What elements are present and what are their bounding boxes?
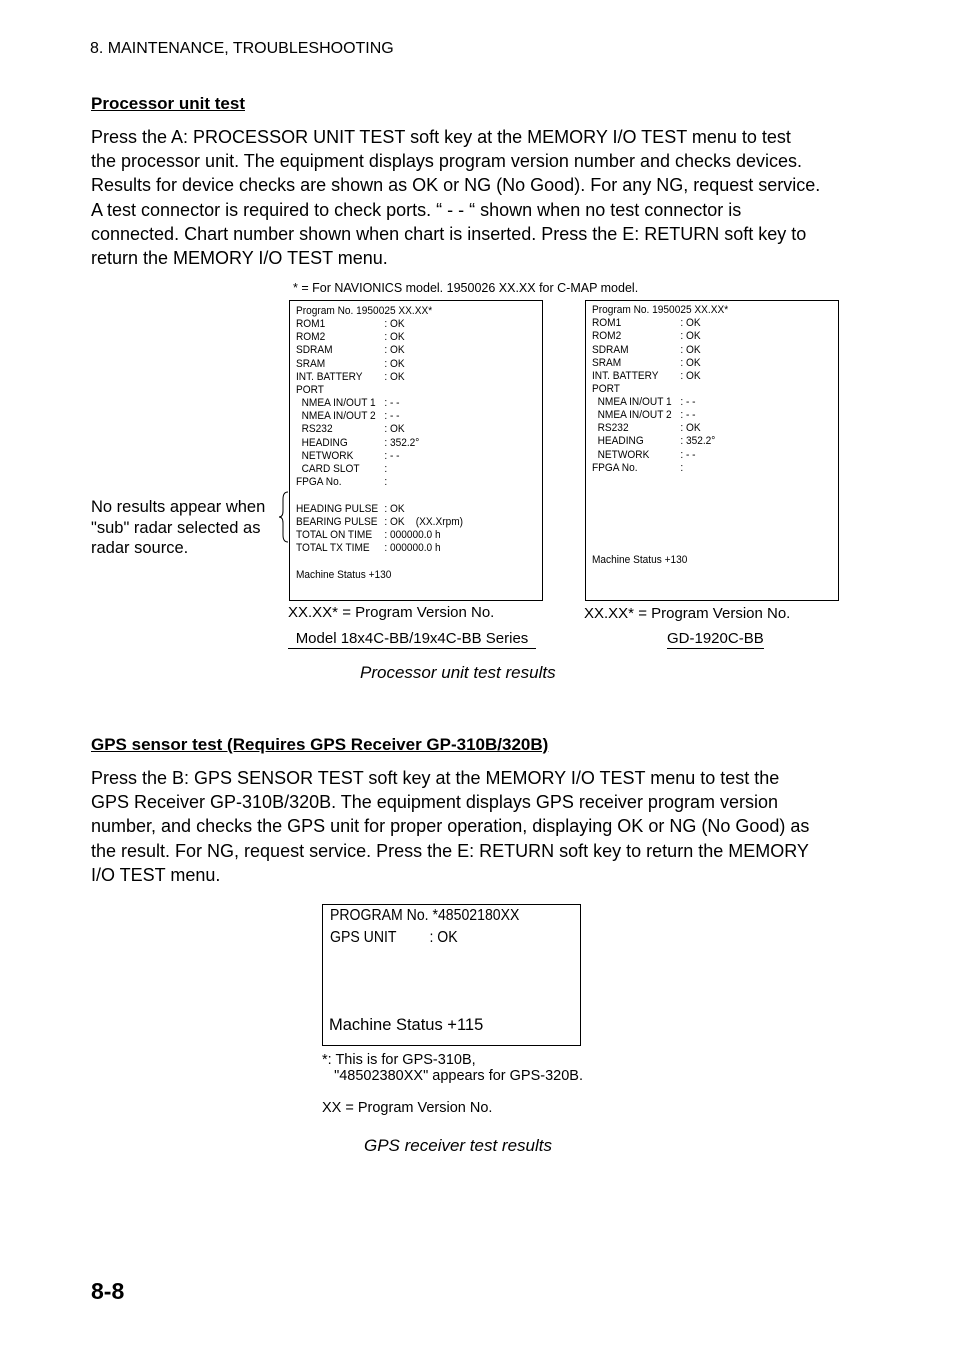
- screen-row-value: :: [680, 462, 684, 474]
- screen-row-value: : OK: [680, 357, 701, 369]
- screen-row-label: BEARING PULSE: [296, 516, 378, 528]
- screen-row: [296, 463, 387, 476]
- paragraph-line: A test connector is required to check ports. “ - - “ shown when no test connector is: [91, 199, 742, 220]
- screen-row: [296, 503, 405, 516]
- section-title-processor: Processor unit test: [91, 94, 245, 113]
- gps-machine-status: Machine Status +115: [329, 1016, 484, 1034]
- screen-row-label: TOTAL ON TIME: [296, 529, 373, 541]
- screen-row: [592, 304, 728, 317]
- screen-row-label: NETWORK: [592, 449, 650, 461]
- screen-row-label: INT. BATTERY: [592, 370, 659, 382]
- paragraph-line: Press the A: PROCESSOR UNIT TEST soft key at the MEMORY I/O TEST menu to test: [91, 127, 791, 147]
- screen-row-value: : OK: [680, 330, 701, 342]
- screen-row-label: HEADING: [296, 437, 348, 449]
- screen-row-value: : - -: [680, 449, 696, 461]
- paragraph-line: number, and checks the GPS unit for proper operation, displaying OK or NG (No Good) as: [91, 816, 810, 837]
- screen-row-label: TOTAL TX TIME: [296, 542, 370, 554]
- screen-row-label: INT. BATTERY: [296, 371, 363, 383]
- screen-row: [296, 318, 405, 331]
- screen-row-label: Program No. 1950025 XX.XX*: [592, 304, 729, 316]
- paragraph-line: the processor unit. The equipment displays program version number and checks devices.: [91, 151, 803, 172]
- screen-row-value: : OK: [680, 422, 701, 434]
- screen-row: [592, 396, 696, 409]
- processor-screen-right: [585, 300, 839, 601]
- left-version-caption: XX.XX* = Program Version No.: [288, 604, 495, 621]
- gps-model-note: *: This is for GPS-310B, "48502380XX" appears for GPS-320B.: [322, 1052, 583, 1084]
- screen-row-value: : OK: [384, 358, 405, 370]
- screen-row-label: HEADING PULSE: [296, 503, 379, 515]
- screen-row-label: SDRAM: [296, 344, 333, 356]
- screen-row-label: CARD SLOT: [296, 463, 360, 475]
- screen-row-value: : - -: [680, 396, 696, 408]
- screen-row-value: : 352.2°: [680, 435, 716, 447]
- screen-row-label: RS232: [592, 422, 629, 434]
- gps-program-number: PROGRAM No. *48502180XX: [330, 907, 520, 924]
- gps-version-note: XX = Program Version No.: [322, 1100, 493, 1116]
- screen-row-label: SRAM: [296, 358, 326, 370]
- screen-row-value: : 000000.0 h: [384, 542, 441, 554]
- screen-row: [592, 357, 701, 370]
- screen-row-label: PORT: [592, 383, 620, 395]
- paragraph-line: I/O TEST menu.: [91, 864, 221, 885]
- screen-row: [592, 409, 696, 422]
- paragraph-line: connected. Chart number shown when chart is inserted. Press the E: RETURN soft key to: [91, 223, 807, 244]
- screen-row: [296, 437, 419, 450]
- screen-row-label: FPGA No.: [296, 476, 342, 488]
- section-title-gps: GPS sensor test (Requires GPS Receiver GP-310B/320B): [91, 735, 549, 754]
- screen-row-label: NMEA IN/OUT 1: [296, 397, 376, 409]
- screen-row: [592, 370, 701, 383]
- figure-caption-gps: GPS receiver test results: [364, 1136, 553, 1155]
- screen-row-label: Program No. 1950025 XX.XX*: [296, 305, 433, 317]
- screen-row-value: : - -: [680, 409, 696, 421]
- right-model-label: GD-1920C-BB: [667, 630, 764, 647]
- screen-row: [296, 542, 441, 555]
- page-number: 8-8: [91, 1278, 125, 1304]
- screen-row: [296, 569, 391, 582]
- screen-row: [296, 423, 405, 436]
- screen-row: [592, 554, 687, 567]
- screen-row-value: : OK: [680, 317, 701, 329]
- processor-screen-left: [289, 300, 543, 601]
- right-version-caption: XX.XX* = Program Version No.: [584, 605, 791, 622]
- navionics-note: * = For NAVIONICS model. 1950026 XX.XX for C-MAP model.: [293, 281, 639, 295]
- gps-unit-value: : OK: [429, 929, 458, 946]
- gps-paragraph: [91, 766, 851, 887]
- gps-unit-row: [330, 929, 458, 947]
- brace-icon: [278, 491, 290, 543]
- note-line: No results appear when: [91, 498, 266, 516]
- paragraph-line: return the MEMORY I/O TEST menu.: [91, 248, 388, 269]
- screen-row-value: :: [384, 463, 388, 475]
- paragraph-line: Results for device checks are shown as OK or NG (No Good). For any NG, request service.: [91, 175, 821, 196]
- screen-row-value: : OK: [384, 503, 405, 515]
- screen-row-label: RS232: [296, 423, 333, 435]
- screen-row: [296, 476, 387, 489]
- screen-row-label: Machine Status +130: [296, 569, 392, 581]
- sub-radar-note: [91, 497, 265, 559]
- screen-row-value: : OK: [384, 371, 405, 383]
- screen-row: [592, 383, 620, 396]
- screen-row-value: : OK: [680, 344, 701, 356]
- gps-screen: [322, 904, 581, 1046]
- note-line: "sub" radar selected as: [91, 518, 261, 537]
- screen-row: [296, 344, 405, 357]
- screen-row-value: : OK: [680, 370, 701, 382]
- screen-row: [592, 462, 683, 475]
- screen-row-value: : - -: [384, 397, 400, 409]
- note-line: radar source.: [91, 539, 189, 557]
- screen-row-label: ROM2: [296, 331, 326, 343]
- screen-row-label: Machine Status +130: [592, 554, 688, 566]
- screen-row: [592, 435, 715, 448]
- screen-row: [296, 331, 405, 344]
- screen-row-label: NMEA IN/OUT 2: [296, 410, 376, 422]
- screen-row-value: :: [384, 476, 388, 488]
- screen-row: [296, 384, 324, 397]
- screen-row: [296, 358, 405, 371]
- processor-paragraph: [91, 125, 851, 270]
- screen-row-label: PORT: [296, 384, 324, 396]
- screen-row-value: : OK: [384, 344, 405, 356]
- screen-row-label: ROM1: [296, 318, 326, 330]
- screen-row: [592, 330, 701, 343]
- paragraph-line: Press the B: GPS SENSOR TEST soft key at the MEMORY I/O TEST menu to test the: [91, 768, 780, 788]
- figure-caption-processor: Processor unit test results: [360, 663, 556, 682]
- screen-row-label: SRAM: [592, 357, 622, 369]
- paragraph-line: GPS Receiver GP-310B/320B. The equipment displays GPS receiver program version: [91, 792, 778, 813]
- screen-row-label: NETWORK: [296, 450, 354, 462]
- screen-row: [592, 422, 701, 435]
- screen-row-value: : 000000.0 h: [384, 529, 441, 541]
- screen-row: [296, 450, 400, 463]
- screen-row: [296, 529, 441, 542]
- screen-row-value: : OK (XX.Xrpm): [384, 516, 464, 528]
- screen-row: [592, 317, 701, 330]
- screen-row-label: NMEA IN/OUT 2: [592, 409, 672, 421]
- screen-row-value: : 352.2°: [384, 437, 420, 449]
- screen-row-value: : - -: [384, 410, 400, 422]
- gps-unit-label: GPS UNIT: [330, 929, 397, 946]
- screen-row-label: ROM2: [592, 330, 622, 342]
- screen-row-value: : OK: [384, 318, 405, 330]
- screen-row-value: : OK: [384, 331, 405, 343]
- paragraph-line: the result. For NG, request service. Press the E: RETURN soft key to return the MEMORY: [91, 840, 809, 861]
- screen-row: [296, 410, 400, 423]
- screen-row: [592, 449, 696, 462]
- screen-row-label: SDRAM: [592, 344, 629, 356]
- screen-row-label: NMEA IN/OUT 1: [592, 396, 672, 408]
- screen-row-value: : OK: [384, 423, 405, 435]
- screen-row-value: : - -: [384, 450, 400, 462]
- screen-row-label: HEADING: [592, 435, 644, 447]
- screen-row: [296, 397, 400, 410]
- screen-row: [592, 344, 701, 357]
- left-model-label: Model 18x4C-BB/19x4C-BB Series: [288, 630, 536, 649]
- running-header: 8. MAINTENANCE, TROUBLESHOOTING: [90, 40, 394, 57]
- screen-row: [296, 305, 432, 318]
- screen-row-label: FPGA No.: [592, 462, 638, 474]
- screen-row: [296, 516, 463, 529]
- screen-row: [296, 371, 405, 384]
- screen-row-label: ROM1: [592, 317, 622, 329]
